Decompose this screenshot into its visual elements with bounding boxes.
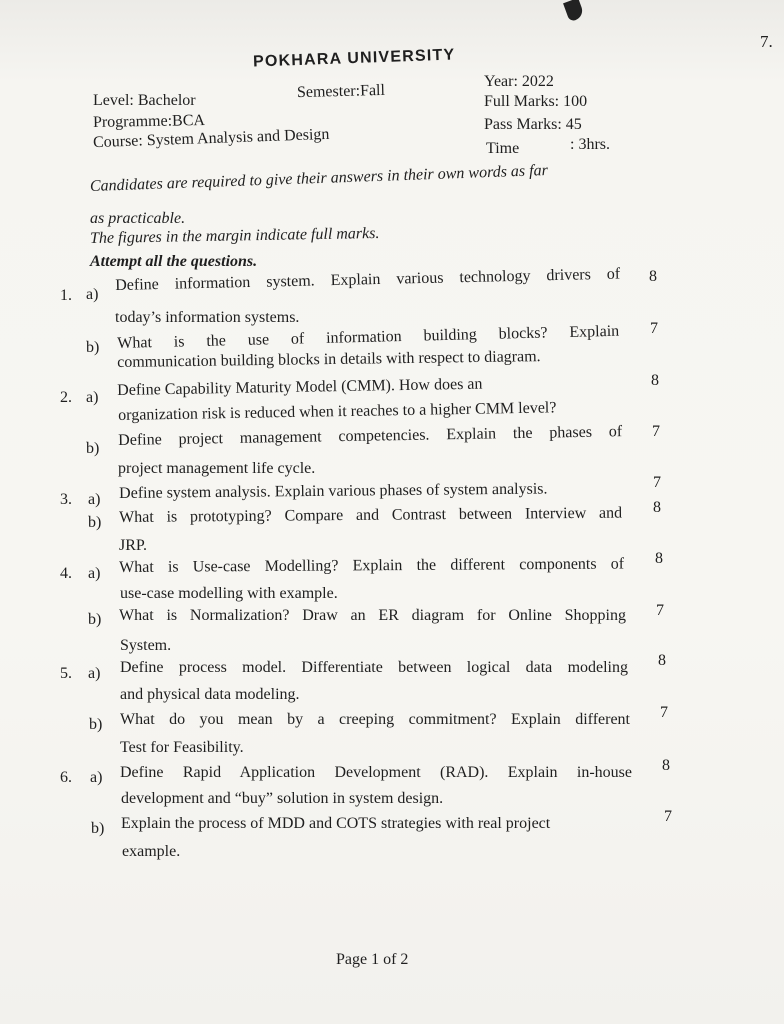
- instruction-2: as practicable.: [90, 210, 186, 227]
- question-line: Define Rapid Application Development (RAD). Explain in-house: [120, 764, 632, 781]
- marks: 8: [653, 499, 661, 516]
- question-part: a): [88, 491, 101, 508]
- question-line: Define system analysis. Explain various phases of system analysis.: [119, 480, 548, 502]
- time-label: Time: [486, 140, 520, 157]
- question-line: today’s information systems.: [115, 309, 300, 326]
- question-line: organization risk is reduced when it reaches to a higher CMM level?: [118, 399, 557, 424]
- question-part: a): [88, 665, 101, 682]
- question-line: Define process model. Differentiate between logical data modeling: [120, 659, 628, 676]
- marks: 7: [653, 474, 661, 491]
- question-line: development and “buy” solution in system design.: [121, 790, 444, 807]
- ink-smudge: [563, 0, 585, 22]
- marks: 8: [662, 757, 670, 774]
- course: Course: System Analysis and Design: [92, 125, 330, 152]
- question-part: b): [88, 611, 102, 628]
- marks: 8: [658, 652, 666, 669]
- question-line: communication building blocks in details with respect to diagram.: [117, 348, 541, 371]
- question-part: a): [86, 286, 99, 303]
- question-line: What is the use of information building blocks? Explain: [117, 322, 620, 352]
- question-line: Define information system. Explain various technology drivers of: [115, 265, 621, 294]
- question-part: a): [90, 769, 103, 786]
- instruction-1: Candidates are required to give their answers in their own words as far: [89, 162, 549, 195]
- question-part: b): [86, 339, 100, 356]
- question-line: What is Normalization? Draw an ER diagram for Online Shopping: [119, 607, 626, 624]
- marks: 7: [650, 320, 658, 337]
- year: Year: 2022: [484, 73, 554, 90]
- marks: 7: [652, 423, 660, 440]
- instruction-3: The figures in the margin indicate full marks.: [89, 224, 380, 247]
- question-number: 2.: [60, 389, 72, 406]
- question-line: JRP.: [119, 537, 148, 554]
- question-line: System.: [120, 637, 172, 654]
- full-marks: Full Marks: 100: [484, 93, 588, 110]
- question-part: b): [89, 716, 103, 733]
- question-line: What do you mean by a creeping commitment? Explain different: [120, 711, 630, 728]
- question-number: 5.: [60, 665, 72, 682]
- question-number: 4.: [60, 565, 72, 582]
- question-part: a): [88, 565, 101, 582]
- page-footer: Page 1 of 2: [336, 951, 409, 968]
- question-number: 6.: [60, 769, 72, 786]
- question-number: 3.: [60, 491, 72, 508]
- marks: 7: [660, 704, 668, 721]
- question-part: b): [88, 514, 102, 531]
- question-line: Define Capability Maturity Model (CMM). How does an: [117, 375, 483, 399]
- question-part: a): [86, 389, 99, 406]
- pass-marks: Pass Marks: 45: [484, 116, 582, 133]
- question-part: b): [91, 820, 105, 837]
- time-value: : 3hrs.: [570, 136, 610, 153]
- question-line: Define project management competencies. Explain the phases of: [118, 423, 623, 449]
- semester: Semester:Fall: [296, 81, 386, 102]
- level: Level: Bachelor: [93, 92, 196, 109]
- instruction-4: Attempt all the questions.: [90, 253, 258, 270]
- question-line: What is Use-case Modelling? Explain the different components of: [119, 555, 625, 576]
- question-part: b): [86, 440, 100, 457]
- question-number: 1.: [60, 287, 72, 304]
- question-line: project management life cycle.: [118, 460, 316, 477]
- university-title: POKHARA UNIVERSITY: [252, 46, 456, 71]
- marks: 8: [655, 550, 663, 567]
- question-line: What is prototyping? Compare and Contrast between Interview and: [119, 504, 623, 526]
- marks: 7: [656, 602, 664, 619]
- marks: 8: [649, 268, 657, 285]
- corner-number: 7.: [760, 32, 773, 51]
- question-line: example.: [122, 843, 181, 860]
- question-line: and physical data modeling.: [120, 686, 300, 703]
- question-line: use-case modelling with example.: [120, 585, 338, 602]
- programme: Programme:BCA: [92, 112, 206, 131]
- marks: 8: [651, 372, 659, 389]
- question-line: Test for Feasibility.: [120, 739, 244, 756]
- marks: 7: [664, 808, 672, 825]
- question-line: Explain the process of MDD and COTS strategies with real project: [121, 815, 551, 832]
